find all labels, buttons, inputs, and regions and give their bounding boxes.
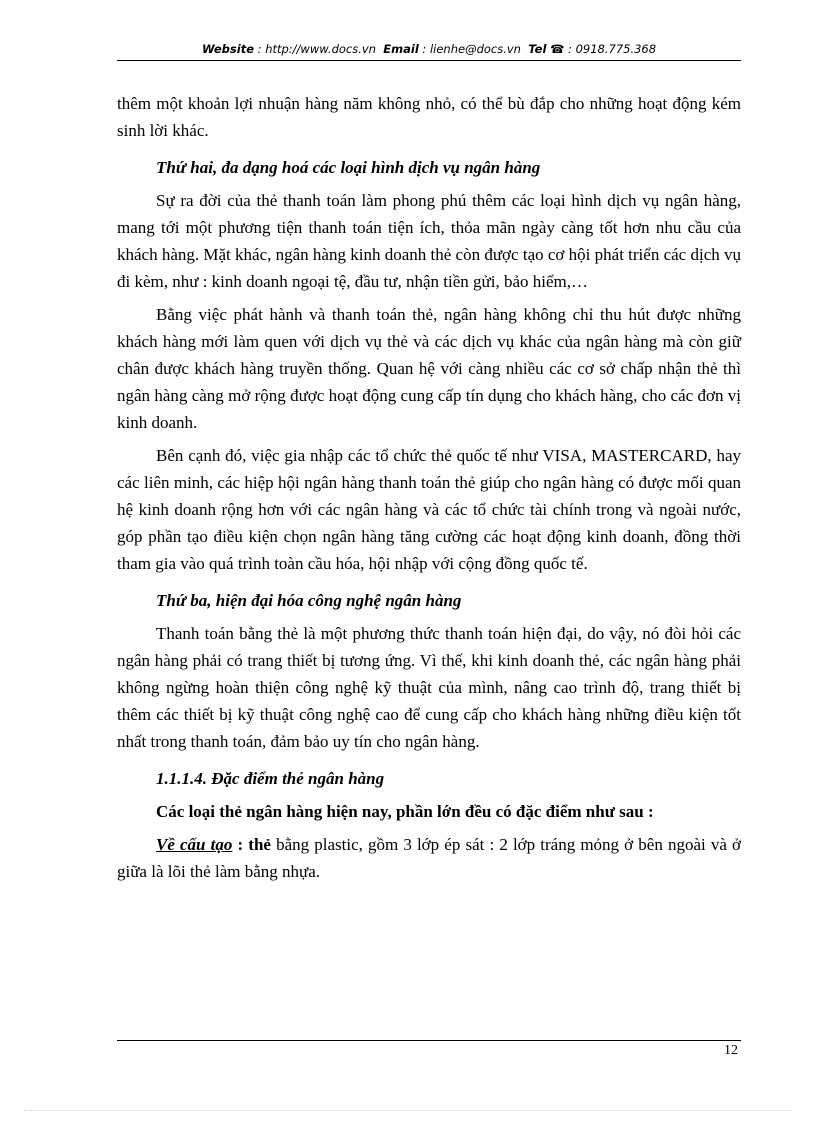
section-heading-4: 1.1.1.4. Đặc điểm thẻ ngân hàng [156, 769, 385, 788]
phone-icon: ☎ [550, 42, 565, 56]
website-value: : http://www.docs.vn [257, 42, 376, 56]
page-number: 12 [724, 1043, 738, 1058]
section-heading-2: Thứ hai, đa dạng hoá các loại hình dịch vụ ngân hàng [156, 158, 541, 177]
website-label: Website [201, 42, 255, 56]
section-heading-3: Thứ ba, hiện đại hóa công nghệ ngân hàng [156, 591, 462, 610]
paragraph-6: Các loại thẻ ngân hàng hiện nay, phần lớn đều có đặc điểm như sau : [156, 802, 654, 821]
email-label: Email [383, 42, 419, 56]
page-bottom-dotted-border [24, 1110, 792, 1111]
paragraph-2: Sự ra đời của thẻ thanh toán làm phong phú thêm các loại hình dịch vụ ngân hàng, mang tới một phương tiện thanh toán tiện ích, thỏa mãn ngày càng tốt hơn nhu cầu của khách hàng. Mặt khác, ngân hàng kinh doanh thẻ còn được tạo cơ hội phát triển các dịch vụ đi kèm, như : kinh doanh ngoại tệ, đầu tư, nhận tiền gửi, bảo hiểm,… [117, 191, 741, 291]
structure-colon: : [232, 835, 249, 854]
paragraph-1: thêm một khoản lợi nhuận hàng năm không nhỏ, có thể bù đắp cho những hoạt động kém sinh lời khác. [117, 94, 741, 140]
paragraph-4: Bên cạnh đó, việc gia nhập các tổ chức thẻ quốc tế như VISA, MASTERCARD, hay các liên minh, các hiệp hội ngân hàng thanh toán thẻ giúp cho ngân hàng có được mối quan hệ kinh doanh rộng hơn với các ngân hàng và các tổ chức tài chính trong và ngoài nước, góp phần tạo điều kiện chọn ngân hàng tăng cường các hoạt động kinh doanh, đồng thời tham gia vào quá trình toàn cầu hóa, hội nhập với cộng đồng quốc tế. [117, 446, 741, 573]
tel-label: Tel [528, 42, 547, 56]
structure-label: Về cấu tạo [156, 835, 233, 854]
paragraph-7 [117, 831, 741, 885]
footer-rule [117, 1040, 741, 1041]
page-header [117, 40, 741, 61]
paragraph-3: Bằng việc phát hành và thanh toán thẻ, ngân hàng không chỉ thu hút được những khách hàng mới làm quen với dịch vụ thẻ và các dịch vụ khác của ngân hàng mà còn giữ chân được khách hàng truyền thống. Quan hệ với càng nhiều các cơ sở chấp nhận thẻ thì ngân hàng càng mở rộng được hoạt động cung cấp tín dụng cho khách hàng, cho các đơn vị kinh doanh. [117, 305, 741, 432]
paragraph-5: Thanh toán bằng thẻ là một phương thức thanh toán hiện đại, do vậy, nó đòi hỏi các ngân hàng phải có trang thiết bị tương ứng. Vì thế, khi kinh doanh thẻ, các ngân hàng phải không ngừng hoàn thiện công nghệ kỹ thuật của mình, nâng cao trình độ, trang thiết bị thêm các thiết bị kỹ thuật công nghệ cao để cung cấp cho khách hàng những điều kiện tốt nhất trong thanh toán, đảm bảo uy tín cho ngân hàng. [117, 624, 741, 751]
tel-value: : 0918.775.368 [568, 42, 657, 56]
email-value: : lienhe@docs.vn [422, 42, 521, 56]
structure-text: bằng plastic, gồm 3 lớp ép sát : 2 lớp tráng mỏng ở bên ngoài và ở giữa là lõi thẻ làm bằng nhựa. [117, 835, 742, 881]
structure-bold-word: thẻ [248, 835, 271, 854]
document-body [117, 90, 741, 885]
